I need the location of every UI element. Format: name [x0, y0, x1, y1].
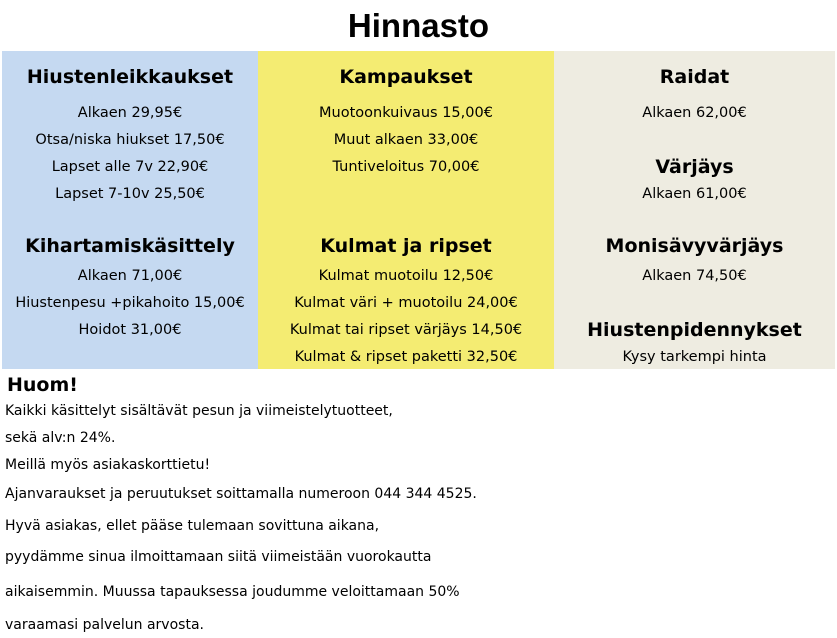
section-heading-coloring: Värjäys: [655, 156, 734, 178]
price-item: Kysy tarkempi hinta: [622, 349, 767, 365]
price-column-color: [554, 51, 835, 369]
price-item: Hiustenpesu +pikahoito 15,00€: [15, 295, 245, 311]
page-title: Hinnasto: [347, 7, 490, 44]
note-line: Kaikki käsittelyt sisältävät pesun ja viimeistelytuotteet,: [5, 403, 393, 419]
price-item: Kulmat muotoilu 12,50€: [318, 268, 494, 284]
notes-heading: Huom!: [7, 374, 78, 396]
price-column-haircuts: [2, 51, 258, 369]
section-heading-brows-lashes: Kulmat ja ripset: [320, 235, 492, 257]
price-item: Hoidot 31,00€: [78, 322, 182, 338]
price-item: Lapset 7-10v 25,50€: [55, 186, 205, 202]
section-heading-styling: Kampaukset: [339, 66, 473, 88]
price-item: Kulmat & ripset paketti 32,50€: [294, 349, 518, 365]
note-line: Hyvä asiakas, ellet pääse tulemaan sovittuna aikana,: [5, 518, 380, 534]
price-item: Alkaen 61,00€: [642, 186, 747, 202]
note-line: aikaisemmin. Muussa tapauksessa joudumme veloittamaan 50%: [5, 584, 460, 600]
section-heading-multitone: Monisävyvärjäys: [605, 235, 784, 257]
note-line: pyydämme sinua ilmoittamaan siitä viimeistään vuorokautta: [5, 549, 432, 565]
price-item: Alkaen 62,00€: [642, 105, 747, 121]
price-item: Muotoonkuivaus 15,00€: [319, 105, 493, 121]
price-item: Kulmat tai ripset värjäys 14,50€: [289, 322, 523, 338]
section-heading-haircuts: Hiustenleikkaukset: [26, 66, 234, 88]
price-item: Tuntiveloitus 70,00€: [332, 159, 480, 175]
price-item: Lapset alle 7v 22,90€: [51, 159, 209, 175]
price-item: Otsa/niska hiukset 17,50€: [35, 132, 225, 148]
price-item: Muut alkaen 33,00€: [333, 132, 479, 148]
section-heading-perm: Kihartamiskäsittely: [25, 235, 235, 257]
price-column-styling: [258, 51, 554, 369]
price-item: Alkaen 74,50€: [642, 268, 747, 284]
price-item: Kulmat väri + muotoilu 24,00€: [294, 295, 518, 311]
note-line: Ajanvaraukset ja peruutukset soittamalla numeroon 044 344 4525.: [5, 486, 477, 502]
note-line: varaamasi palvelun arvosta.: [5, 617, 204, 633]
price-item: Alkaen 71,00€: [77, 268, 183, 284]
note-line: sekä alv:n 24%.: [5, 430, 116, 446]
section-heading-extensions: Hiustenpidennykset: [587, 319, 802, 341]
note-line: Meillä myös asiakaskorttietu!: [5, 457, 211, 473]
section-heading-highlights: Raidat: [659, 66, 730, 88]
price-item: Alkaen 29,95€: [77, 105, 183, 121]
